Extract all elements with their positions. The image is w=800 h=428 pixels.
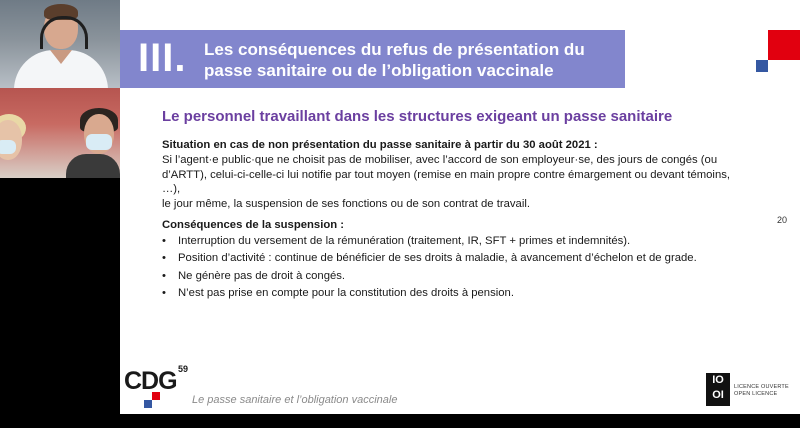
- consequences-heading: Conséquences de la suspension :: [162, 218, 345, 231]
- logo-text: CDG: [124, 368, 177, 392]
- licence-label-line-1: LICENCE OUVERTE: [734, 384, 789, 390]
- situation-line: d’ARTT), celui-ci-celle-ci lui notifie par tout moyen (remise en main propre contre émargement ou devant témoins,: [162, 168, 731, 181]
- shared-slide: [120, 0, 800, 414]
- slide-title: [204, 39, 624, 81]
- licence-label-line-2: OPEN LICENCE: [734, 391, 778, 397]
- list-item: • Ne génère pas de droit à congés.: [162, 269, 787, 284]
- list-item: • Position d’activité : continue de bénéficier de ses droits à maladie, à avancement d’échelon et de grade.: [162, 251, 787, 266]
- slide-footer: Le passe sanitaire et l’obligation vaccinale: [192, 394, 398, 406]
- page-number: 20: [777, 215, 788, 225]
- headset-icon: [40, 16, 88, 49]
- open-licence-logo: [706, 373, 730, 406]
- licence-logo-bottom: OI: [712, 389, 724, 401]
- situation-line: Si l’agent·e public·que ne choisit pas de mobiliser, avec l’accord de son employeur·se, des jours de congés (ou: [162, 153, 718, 166]
- face-mask-icon: [0, 140, 16, 154]
- face-mask-icon: [86, 134, 112, 150]
- slide-title-band: [120, 30, 625, 88]
- list-item: • Interruption du versement de la rémunération (traitement, IR, SFT + primes et indemnités).: [162, 234, 787, 249]
- licence-label: [734, 384, 789, 398]
- slide-subtitle: Le personnel travaillant dans les structures exigeant un passe sanitaire: [162, 108, 673, 125]
- situation-line: le jour même, la suspension de ses fonctions ou de son contrat de travail.: [162, 198, 530, 211]
- logo-superscript: 59: [178, 364, 189, 374]
- decorative-blue-square: [756, 60, 768, 72]
- licence-logo-top: IO: [712, 374, 724, 386]
- situation-line: …),: [162, 183, 181, 196]
- slide-body: [162, 138, 787, 303]
- list-item: • N’est pas prise en compte pour la constitution des droits à pension.: [162, 286, 787, 301]
- slide-title-line-1: Les conséquences du refus de présentation du: [204, 40, 585, 59]
- participant-video-1[interactable]: [0, 0, 120, 88]
- slide-title-line-2: passe sanitaire ou de l’obligation vaccinale: [204, 61, 554, 80]
- participant-2-shirt: [66, 154, 120, 178]
- logo-red-square: [152, 392, 160, 400]
- consequences-list: [162, 234, 787, 301]
- decorative-red-square: [768, 30, 800, 60]
- situation-heading: Situation en cas de non présentation du passe sanitaire à partir du 30 août 2021 :: [162, 139, 598, 151]
- participant-video-2[interactable]: [0, 88, 120, 178]
- section-number: III.: [138, 36, 187, 80]
- logo-blue-square: [144, 400, 152, 408]
